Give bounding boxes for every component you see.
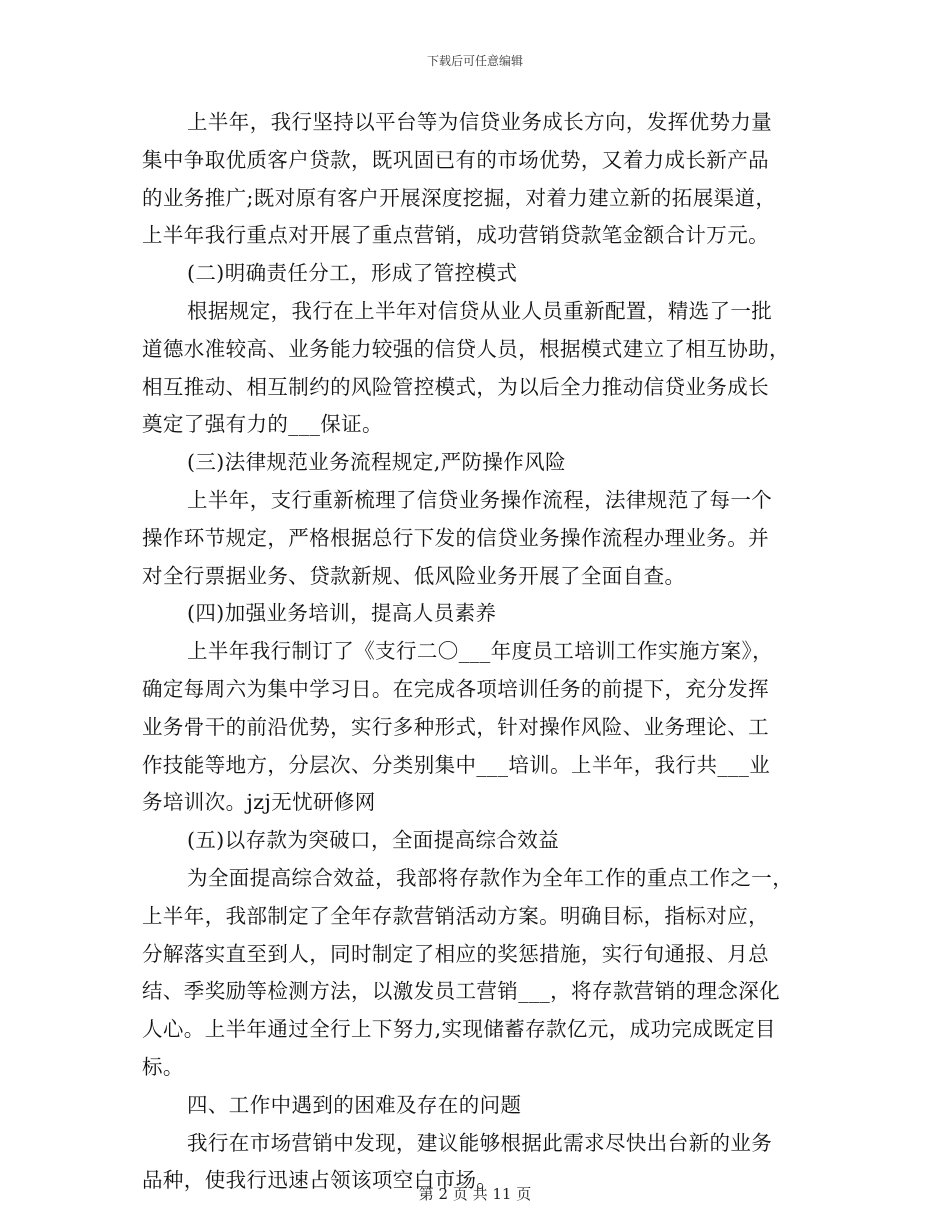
text-line: 务培训次。jzj无忧研修网	[142, 790, 376, 815]
text-line: 上半年，支行重新梳理了信贷业务操作流程，法律规范了每一个	[187, 487, 773, 512]
text-line: (二)明确责任分工，形成了管控模式	[187, 261, 518, 286]
text-line: 上半年，我部制定了全年存款营销活动方案。明确目标，指标对应，	[142, 903, 769, 928]
text-line: 人心。上半年通过全行上下努力,实现储蓄存款亿元，成功完成既定目	[142, 1017, 776, 1042]
text-line: 相互推动、相互制约的风险管控模式，为以后全力推动信贷业务成长	[142, 374, 769, 399]
text-line: 根据规定，我行在上半年对信贷从业人员重新配置，精选了一批	[187, 298, 773, 323]
text-line: 上半年我行制订了《支行二〇___年度员工培训工作实施方案》，	[187, 639, 773, 664]
text-line: (五)以存款为突破口，全面提高综合效益	[187, 828, 560, 853]
text-line: (四)加强业务培训，提高人员素养	[187, 601, 497, 626]
page-header: 下载后可任意编辑	[426, 54, 523, 68]
text-line: 标。	[142, 1054, 184, 1079]
text-line: 四、工作中遇到的困难及存在的问题	[187, 1092, 522, 1117]
page-footer: 第 2 页 共 11 页	[418, 1185, 532, 1203]
text-line: 操作环节规定，严格根据总行下发的信贷业务操作流程办理业务。并	[142, 525, 769, 550]
text-line: 分解落实直至到人，同时制定了相应的奖惩措施，实行旬通报、月总	[142, 941, 769, 966]
text-line: 业务骨干的前沿优势，实行多种形式，针对操作风险、业务理论、工	[142, 714, 769, 739]
text-line: 对全行票据业务、贷款新规、低风险业务开展了全面自查。	[142, 563, 686, 588]
text-line: 作技能等地方，分层次、分类别集中___培训。上半年，我行共___业	[142, 752, 771, 777]
text-line: 上半年我行重点对开展了重点营销，成功营销贷款笔金额合计万元。	[142, 223, 769, 248]
text-line: 奠定了强有力的___保证。	[142, 412, 383, 437]
document-body	[142, 104, 812, 1200]
text-line: 的业务推广;既对原有客户开展深度挖掘，对着力建立新的拓展渠道，	[142, 185, 777, 210]
text-line: 品种，使我行迅速占领该项空白市场。	[142, 1168, 498, 1193]
text-line: 确定每周六为集中学习日。在完成各项培训任务的前提下，充分发挥	[142, 676, 769, 701]
text-line: 结、季奖励等检测方法，以激发员工营销___，将存款营销的理念深化	[142, 979, 781, 1004]
text-line: 我行在市场营销中发现，建议能够根据此需求尽快出台新的业务	[187, 1130, 773, 1155]
text-line: 上半年，我行坚持以平台等为信贷业务成长方向，发挥优势力量	[187, 110, 773, 134]
text-line: 为全面提高综合效益，我部将存款作为全年工作的重点工作之一，	[187, 865, 794, 890]
text-line: 道德水准较高、业务能力较强的信贷人员，根据模式建立了相互协助，	[142, 336, 790, 361]
text-line: 集中争取优质客户贷款，既巩固已有的市场优势，又着力成长新产品	[142, 147, 769, 172]
text-line: (三)法律规范业务流程规定,严防操作风险	[187, 450, 567, 475]
